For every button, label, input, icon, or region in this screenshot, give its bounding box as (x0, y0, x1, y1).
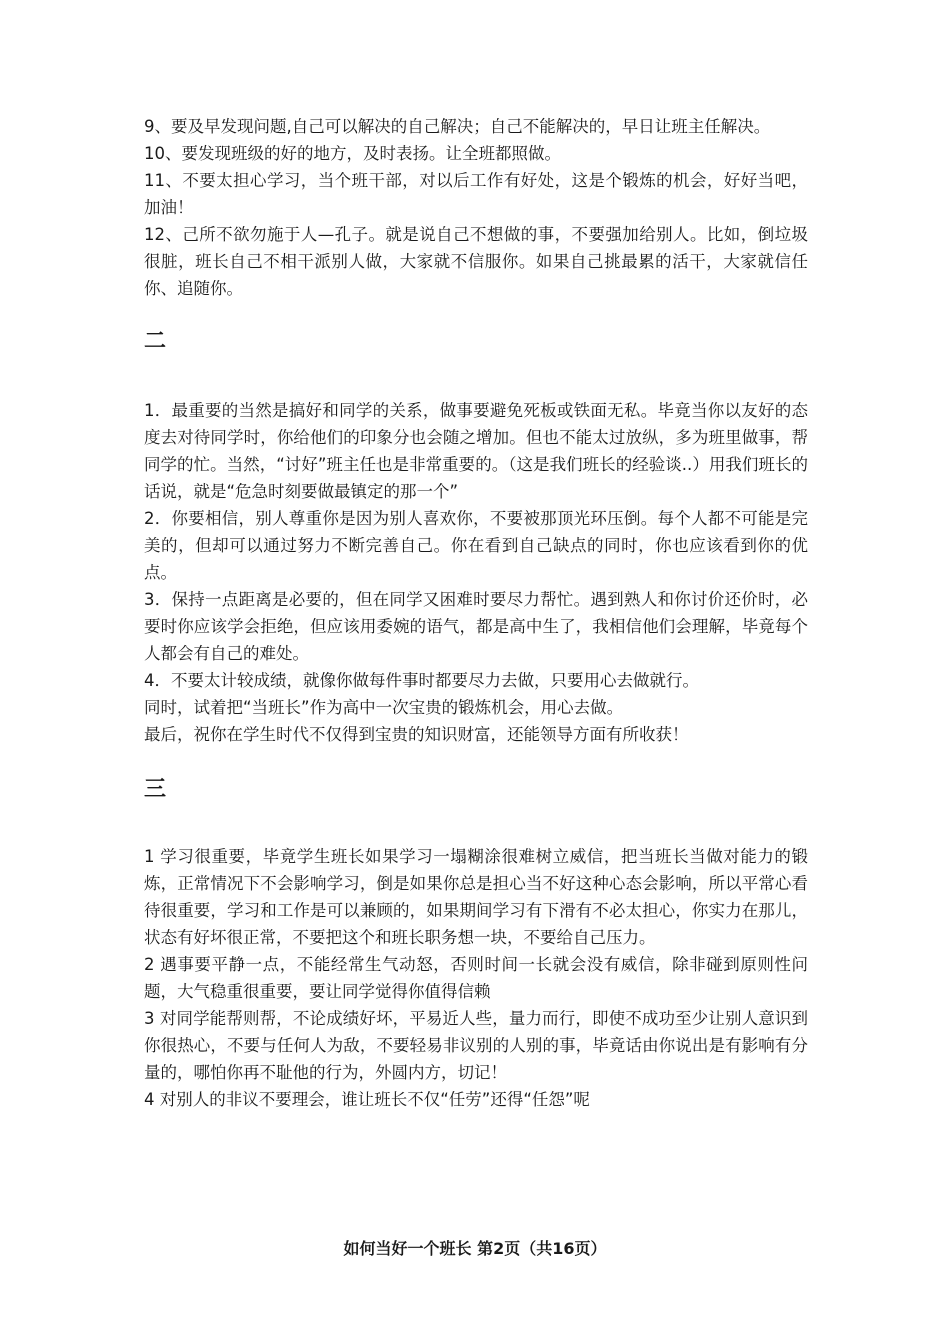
paragraph: 11、不要太担心学习，当个班干部，对以后工作有好处，这是个锻炼的机会，好好当吧，加油！ (144, 171, 808, 217)
page-content (144, 113, 808, 1113)
section-heading: 三 (144, 777, 167, 802)
paragraph: 4．不要太计较成绩，就像你做每件事时都要尽力去做，只要用心去做就行。 (144, 671, 699, 690)
section-2 (144, 328, 808, 748)
paragraph: 12、己所不欲勿施于人—孔子。就是说自己不想做的事，不要强加给别人。比如，倒垃圾很脏，班长自己不相干派别人做，大家就不信服你。如果自己挑最累的活干，大家就信任你、追随你。 (144, 225, 808, 298)
paragraph: 3．保持一点距离是必要的，但在同学又困难时要尽力帮忙。遇到熟人和你讨价还价时，必要时你应该学会拒绝，但应该用委婉的语气，都是高中生了，我相信他们会理解，毕竟每个人都会有自己的难处。 (144, 590, 808, 663)
paragraph: 2 遇事要平静一点，不能经常生气动怒，否则时间一长就会没有威信，除非碰到原则性问题，大气稳重很重要，要让同学觉得你值得信赖 (144, 955, 808, 1001)
paragraph: 最后，祝你在学生时代不仅得到宝贵的知识财富，还能领导方面有所收获！ (144, 725, 689, 744)
paragraph: 2．你要相信，别人尊重你是因为别人喜欢你，不要被那顶光环压倒。每个人都不可能是完美的，但却可以通过努力不断完善自己。你在看到自己缺点的同时，你也应该看到你的优点。 (144, 509, 808, 582)
section-body (144, 397, 808, 748)
paragraph: 4 对别人的非议不要理会，谁让班长不仅“任劳”还得“任怨”呢 (144, 1090, 590, 1109)
section-1 (144, 113, 808, 302)
section-heading: 二 (144, 329, 167, 354)
section-body (144, 843, 808, 1113)
paragraph: 3 对同学能帮则帮，不论成绩好坏，平易近人些，量力而行，即使不成功至少让别人意识到你很热心，不要与任何人为敌，不要轻易非议别的人别的事，毕竟话由你说出是有影响有分量的，哪怕你再不耻他的行为，外圆内方，切记！ (144, 1009, 808, 1082)
section-3 (144, 776, 808, 1113)
page-footer: 如何当好一个班长 第2页（共16页） (343, 1239, 607, 1258)
paragraph: 同时，试着把“当班长”作为高中一次宝贵的锻炼机会，用心去做。 (144, 698, 624, 717)
paragraph: 10、要发现班级的好的地方，及时表扬。让全班都照做。 (144, 144, 561, 163)
paragraph: 9、要及早发现问题,自己可以解决的自己解决；自己不能解决的，早日让班主任解决。 (144, 117, 771, 136)
paragraph: 1．最重要的当然是搞好和同学的关系，做事要避免死板或铁面无私。毕竟当你以友好的态度去对待同学时，你给他们的印象分也会随之增加。但也不能太过放纵，多为班里做事，帮同学的忙。当然，“讨好”班主任也是非常重要的。（这是我们班长的经验谈..）用我们班长的话说，就是“危急时刻要做最镇定的那一个” (144, 401, 808, 501)
paragraph: 1 学习很重要，毕竟学生班长如果学习一塌糊涂很难树立威信，把当班长当做对能力的锻炼，正常情况下不会影响学习，倒是如果你总是担心当不好这种心态会影响，所以平常心看待很重要，学习和工作是可以兼顾的，如果期间学习有下滑有不必太担心，你实力在那儿，状态有好坏很正常，不要把这个和班长职务想一块，不要给自己压力。 (144, 847, 808, 947)
